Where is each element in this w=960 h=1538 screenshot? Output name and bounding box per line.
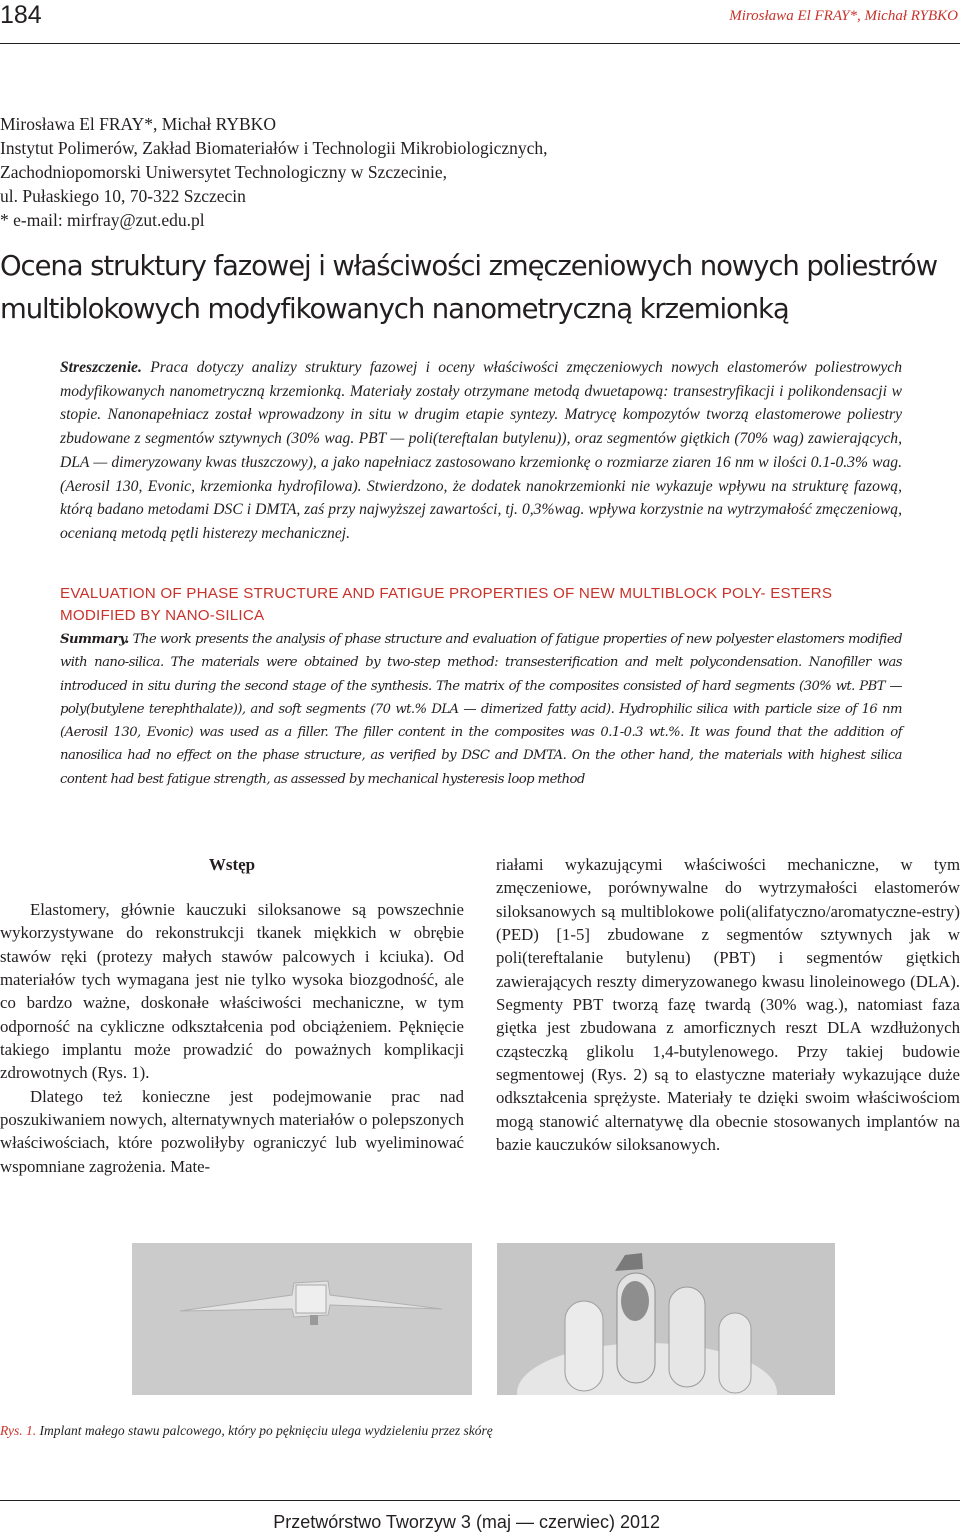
abstract-label: Streszczenie. [60, 359, 142, 376]
journal-footer: Przetwórstwo Tworzyw 3 (maj — czerwiec) 2012 [273, 1512, 660, 1532]
intro-paragraph-2: Dlatego też konieczne jest podejmowanie prac nad poszukiwaniem nowych, alternatywnych materiałów o polepszonych właściwościach, które pozwoliłyby ograniczyć lub wyeliminować wspomniane zagrożenia. Mate- [0, 1086, 464, 1176]
english-title: EVALUATION OF PHASE STRUCTURE AND FATIGUE PROPERTIES OF NEW MULTIBLOCK POLY- ESTERS MODIFIED BY NANO-SILICA [60, 585, 833, 624]
email-line: * e-mail: mirfray@zut.edu.pl [0, 210, 205, 230]
intro-paragraph-1: Elastomery, głównie kauczuki siloksanowe są powszechnie wykorzystywane do rekonstrukcji tkanek miękkich w obrębie stawów ręki (protezy małych stawów palcowych i kciuka). Od materiałów tych wymagana jest nie tylko wysoka biozgodność, ale co bardzo ważne, doskonałe właściwości mechaniczne, w tym odporność na cykliczne odkształcenia pod obciążeniem. Pęknięcie takiego implantu może prowadzić do poważnych komplikacji zdrowotnych (Rys. 1). [0, 900, 464, 1083]
footer-rule [0, 1500, 960, 1501]
title-line-2: multiblokowych modyfikowanych nanometryczną krzemionką [0, 293, 789, 325]
figure-caption [0, 1423, 493, 1439]
summary-en [60, 628, 902, 791]
summary-text: The work presents the analysis of phase structure and evaluation of fatigue properties of new polyester elastomers modified with nano-silica. The materials were obtained by two-step method: transesterification and melt polycondensation. Nanofiller was introduced in situ during the second stage of the synthesis. The matrix of the composites consisted of hard segments (30% wt. PBT — poly(butylene terephthalate)), and soft segments (70 wt.% DLA — dimerized fatty acid). Hydrophilic silica with particle size of 16 nm (Aerosil 130, Evonic) was used as a filler. The filler content in the composites was 0.1-0.3 wt.%. It was found that the addition of nanosilica had no effect on the phase structure, as verified by DSC and DMTA. On the other hand, the materials with highest silica content had best fatigue strength, as assessed by mechanical hysteresis loop method [60, 632, 902, 787]
page-number: 184 [0, 1, 42, 29]
abstract-pl [60, 356, 902, 546]
right-column [496, 853, 960, 1156]
affiliation-block [0, 112, 548, 232]
caption-label: Rys. 1. [0, 1423, 37, 1438]
header-rule [0, 43, 960, 44]
article-title [0, 245, 960, 331]
running-head: Mirosława El FRAY*, Michał RYBKO [729, 8, 958, 24]
affiliation-line: Instytut Polimerów, Zakład Biomateriałów i Technologii Mikrobiologicznych, [0, 138, 548, 158]
intro-paragraph-3: riałami wykazującymi właściwości mechaniczne, w tym zmęczeniowe, porównywalne do wytrzymałości elastomerów siloksanowych są multiblokowe poli(alifatyczno/aromatyczne-estry) (PED) [1-5] zbudowane z segmentów sztywnych jak w poli(tereftalanie butylenu) (PBT) i segmentów giętkich zawierających reszty dimeryzowanego kwasu linoleinowego (DLA). Segmenty PBT tworzą fazę twardą (30% wag.), natomiast faza giętka jest zbudowana z amorficznych reszt DLA wzdłużonych cząsteczką glikolu 1,4-butylenowego. Przy takiej budowie segmentowej (Rys. 2) są to elastyczne materiały wykazujące duże odkształcenia sprężyste. Materiały te dzięki swoim właściwościom mogą stanowić alternatywę dla obecnie stosowanych implantów na bazie kauczuków siloksanowych. [496, 855, 960, 1155]
address-line: ul. Pułaskiego 10, 70-322 Szczecin [0, 186, 246, 206]
authors: Mirosława El FRAY*, Michał RYBKO [0, 114, 276, 134]
abstract-text: Praca dotyczy analizy struktury fazowej i oceny właściwości zmęczeniowych nowych elastomerów poliestrowych modyfikowanych nanometryczną krzemionką. Materiały zostały otrzymane metodą dwuetapową: transestryfikacji i polikondensacji w stopie. Nanonapełniacz został wprowadzony in situ w drugim etapie syntezy. Matrycę kompozytów tworzą elastomerowe poliestry zbudowane z segmentów sztywnych (30% wag. PBT — poli(tereftalan butylenu)), oraz segmentów giętkich (70% wag) zawierających, DLA — dimeryzowany kwas tłuszczowy), a jako napełniacz zastosowano krzemionkę o rozmiarze ziaren 16 nm w ilości 0.1-0.3% wag. (Aerosil 130, Evonic, krzemionka hydrofilowa). Stwierdzono, że dodatek nanokrzemionki nie wykazuje wpływu na strukturę fazową, którą badano metodami DSC i DMTA, zaś przy najwyższej zawartości, tj. 0,3%wag. wpływa korzystnie na wytrzymałość zmęczeniową, ocenianą metodą pętli histerezy mechanicznej. [60, 359, 902, 542]
affiliation-line: Zachodniopomorski Uniwersytet Technologiczny w Szczecinie, [0, 162, 448, 182]
hand-illustration [497, 1243, 835, 1395]
implant-illustration [132, 1243, 472, 1395]
implant-photo [132, 1243, 472, 1395]
summary-label: Summary. [60, 632, 129, 647]
left-column [0, 853, 464, 1178]
title-line-1: Ocena struktury fazowej i właściwości zmęczeniowych nowych poliestrów [0, 250, 937, 282]
section-heading: Wstęp [208, 855, 256, 874]
hand-photo [497, 1243, 835, 1395]
caption-text: Implant małego stawu palcowego, który po pęknięciu ulega wydzieleniu przez skórę [39, 1423, 493, 1438]
